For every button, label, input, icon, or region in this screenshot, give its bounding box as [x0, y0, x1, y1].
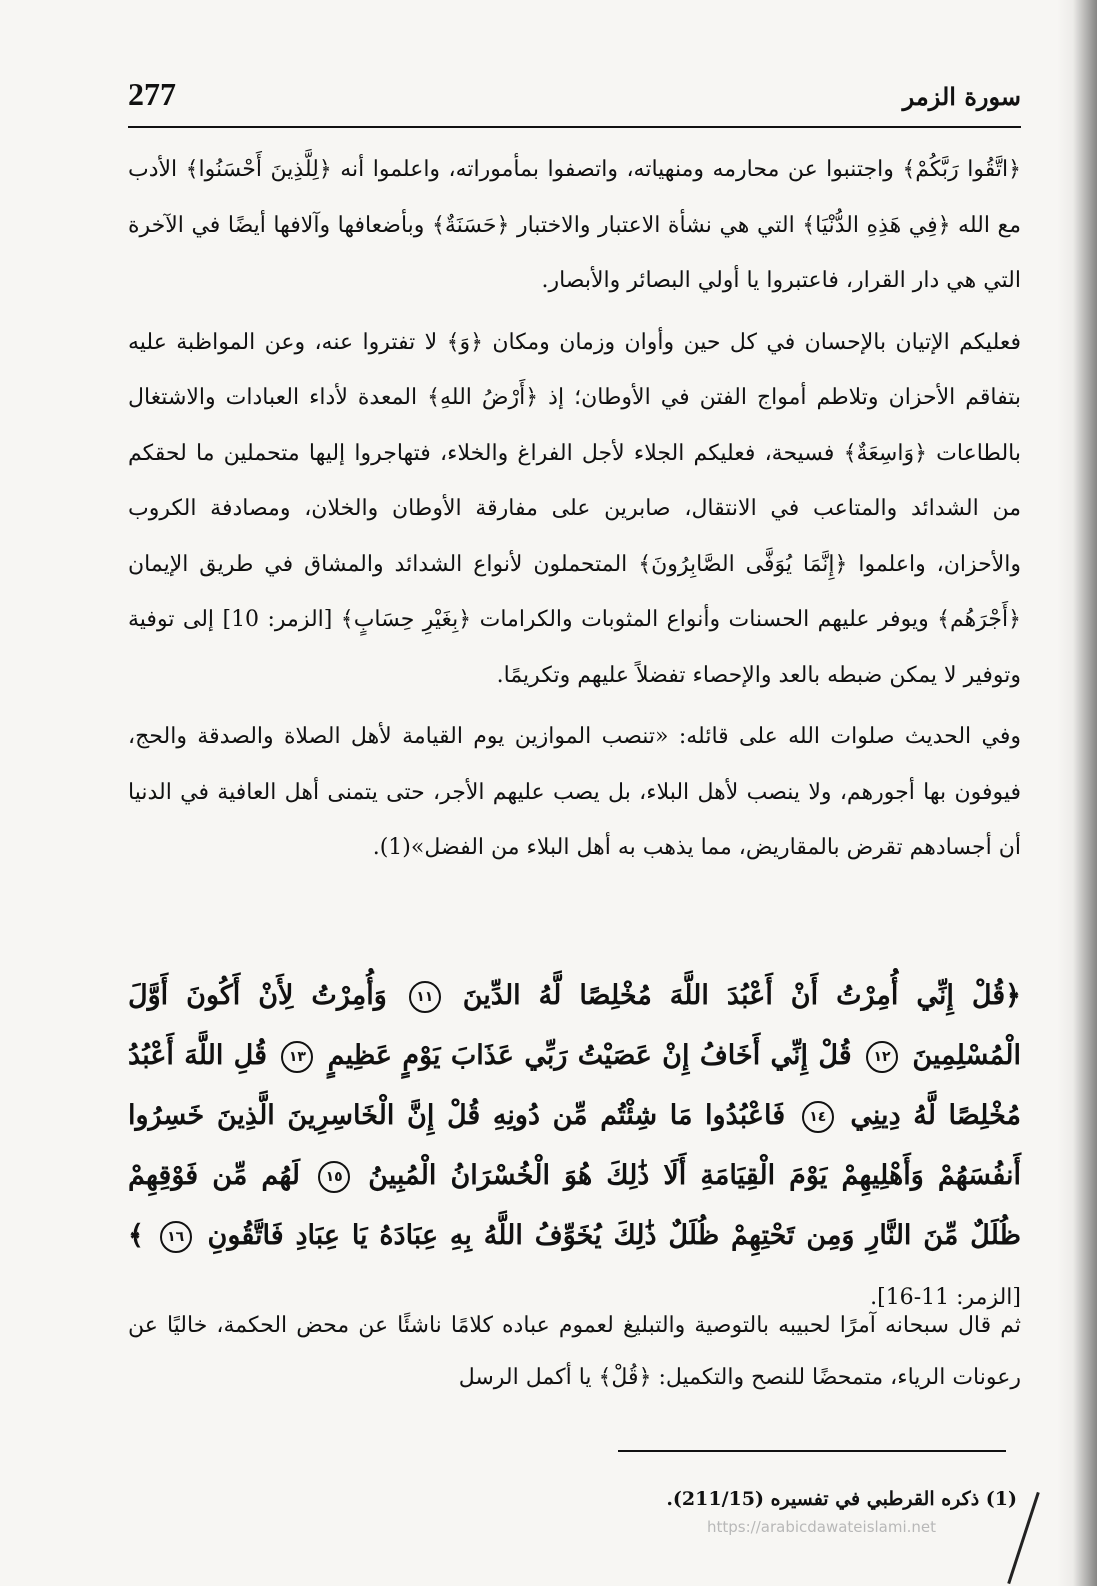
verse-number-11: ١١	[409, 981, 441, 1013]
verse-14: قُلِ اللَّهَ أَعْبُدُ مُخْلِصًا لَّهُ دِينِي	[128, 1040, 1022, 1131]
paragraph-2: فعليكم الإتيان بالإحسان في كل حين وأوان وزمان ومكان ﴿وَ﴾ لا تفتروا عنه، وعن المواظبة عليه بتفاقم الأحزان وتلاطم أمواج الفتن في الأوطان؛ إذ ﴿أَرْضُ اللهِ﴾ المعدة لأداء العبادات والاشتغال بالطاعات ﴿وَاسِعَةٌ﴾ فسيحة، فعليكم الجلاء لأجل الفراغ والخلاء، فتهاجروا إليها متحملين ما لحقكم من الشدائد والمتاعب في الانتقال، صابرين على مفارقة الأوطان والخلان، ومصادفة الكروب والأحزان، واعلموا ﴿إِنَّمَا يُوَفَّى الصَّابِرُونَ﴾ المتحملون لأنواع الشدائد والمشاق في طريق الإيمان ﴿أَجْرَهُم﴾ ويوفر عليهم الحسنات وأنواع المثوبات والكرامات ﴿بِغَيْرِ حِسَابٍ﴾ [الزمر: 10] إلى توفية وتوفير لا يمكن ضبطه بالعد والإحصاء تفضلاً عليهم وتكريمًا.	[128, 329, 1021, 688]
surah-title: سورة الزمر	[902, 82, 1021, 111]
watermark-url: https://arabicdawateislami.net	[707, 1518, 937, 1536]
closing-paragraph: ثم قال سبحانه آمرًا لحبيبه بالتوصية والتبليغ لعموم عباده كلامًا ناشئًا عن محض الحكمة، خاليًا عن رعونات الرياء، متمحضًا للنصح والتكميل: ﴿قُلْ﴾ يا أكمل الرسل	[128, 1313, 1021, 1390]
quran-verses	[128, 966, 1021, 1328]
footnote: (1) ذكره القرطبي في تفسيره (211/15).	[666, 1488, 1017, 1510]
verse-number-15: ١٥	[318, 1161, 350, 1193]
verse-12: وَأُمِرْتُ لِأَنْ أَكُونَ أَوَّلَ الْمُسْلِمِينَ	[128, 980, 1022, 1071]
body-text	[128, 142, 1021, 882]
verse-15: فَاعْبُدُوا مَا شِئْتُم مِّن دُونِهِ قُلْ إِنَّ الْخَاسِرِينَ الَّذِينَ خَسِرُوا أَنفُسَهُمْ وَأَهْلِيهِمْ يَوْمَ الْقِيَامَةِ أَلَا ذَٰلِكَ هُوَ الْخُسْرَانُ الْمُبِينُ	[128, 1100, 1021, 1191]
paragraph-3: وفي الحديث صلوات الله على قائله: «تنصب الموازين يوم القيامة لأهل الصلاة والصدقة والحج، فيوفون بها أجورهم، ولا ينصب لأهل البلاء، بل يصب عليهم الأجر، حتى يتمنى أهل العافية في الدنيا أن أجسادهم تقرض بالمقاريض، مما يذهب به أهل البلاء من الفضل»(1).	[128, 724, 1021, 860]
verse-number-12: ١٢	[866, 1041, 898, 1073]
footnote-divider	[618, 1450, 1006, 1452]
verse-13: قُلْ إِنِّي أَخَافُ إِنْ عَصَيْتُ رَبِّي عَذَابَ يَوْمٍ عَظِيمٍ	[327, 1040, 852, 1071]
page-edge-shadow	[1057, 0, 1097, 1586]
verse-number-13: ١٣	[281, 1041, 313, 1073]
page-number: 277	[128, 76, 176, 112]
verse-reference: [الزمر: 11-16].	[870, 1285, 1021, 1310]
verse-16: لَهُم مِّن فَوْقِهِمْ ظُلَلٌ مِّنَ النَّارِ وَمِن تَحْتِهِمْ ظُلَلٌ ذَٰلِكَ يُخَوِّفُ اللَّهُ بِهِ عِبَادَهُ يَا عِبَادِ فَاتَّقُونِ	[128, 1160, 1022, 1251]
paragraph-1: ﴿اتَّقُوا رَبَّكُمْ﴾ واجتنبوا عن محارمه ومنهياته، واتصفوا بمأموراته، واعلموا أنه ﴿لِلَّذِينَ أَحْسَنُوا﴾ الأدب مع الله ﴿فِي هَذِهِ الدُّنْيَا﴾ التي هي نشأة الاعتبار والاختبار ﴿حَسَنَةٌ﴾ وبأضعافها وآلافها أيضًا في الآخرة التي هي دار القرار، فاعتبروا يا أولي البصائر والأبصار.	[128, 157, 1021, 293]
page-header	[128, 70, 1021, 128]
verse-closing-bracket: ﴾	[128, 1220, 144, 1251]
verse-number-16: ١٦	[160, 1221, 192, 1253]
verse-number-14: ١٤	[802, 1101, 834, 1133]
verse-11: ﴿قُلْ إِنِّي أُمِرْتُ أَنْ أَعْبُدَ اللَّهَ مُخْلِصًا لَّهُ الدِّينَ	[462, 980, 1022, 1011]
